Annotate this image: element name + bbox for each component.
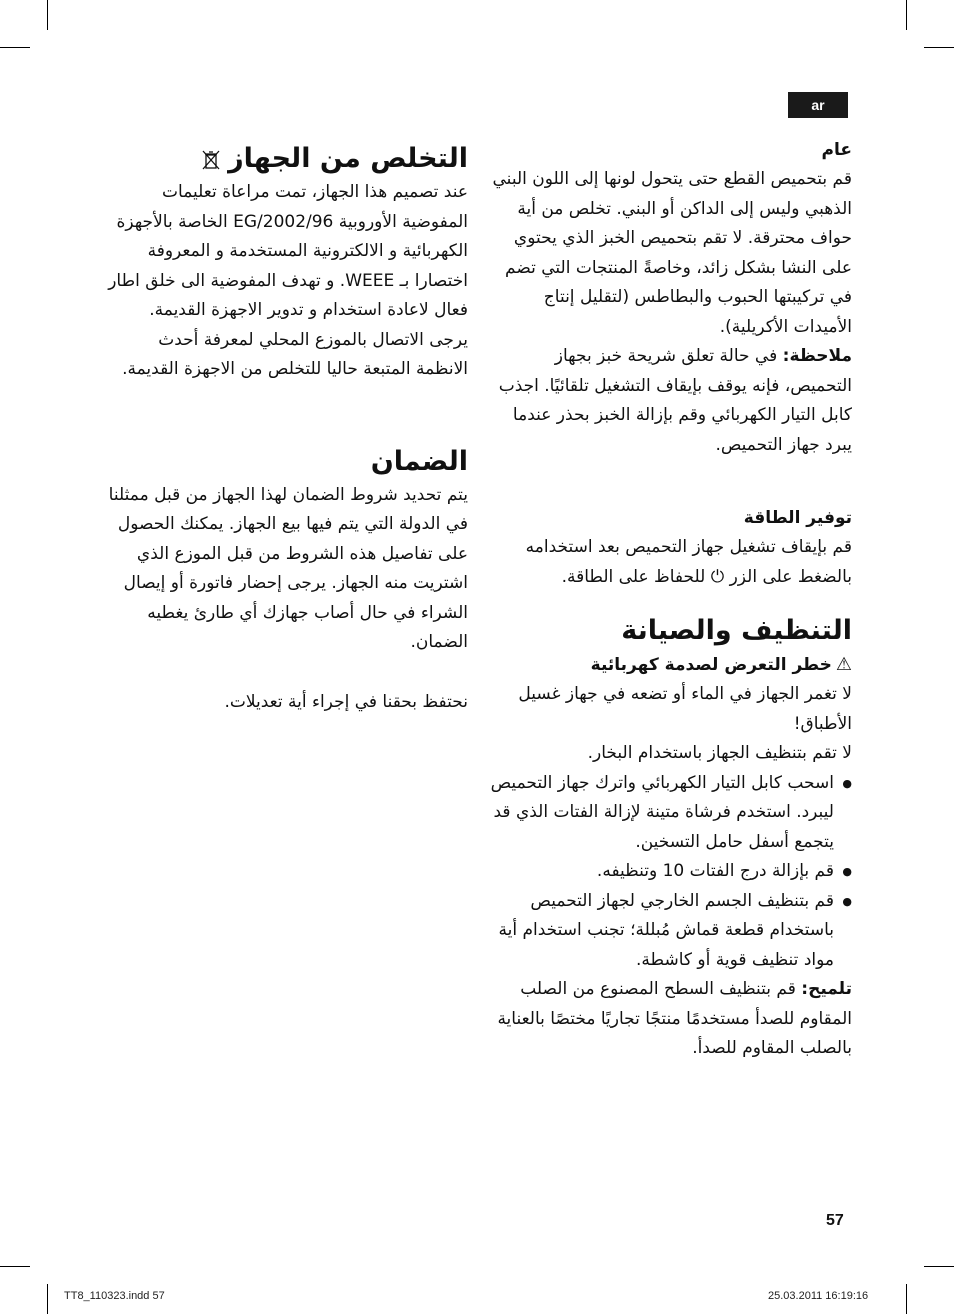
disposal-paragraph-1: عند تصميم هذا الجهاز، تمت مراعاة تعليمات المفوضية الأوروبية 2002/96/EG الخاصة بالأجهزة الكهربائية و الالكترونية المستخدمة و المعروفة اختصارا بـ WEEE. و تهدف المفوضية الى خلق اطار فعال لاعادة استخدام و تدوير الاجهزة القديمة. — [108, 182, 468, 320]
power-icon: ⏻ — [710, 566, 725, 587]
crop-mark-top-right-h — [924, 47, 954, 48]
crossed-bin-icon — [202, 150, 220, 170]
energy-heading: توفير الطاقة — [743, 508, 852, 528]
note-label: ملاحظة: — [782, 346, 852, 366]
left-column — [104, 140, 468, 717]
cleaning-heading: التنظيف والصيانة — [621, 615, 852, 646]
tip-label: تلميح: — [801, 979, 852, 999]
page-number: 57 — [826, 1212, 844, 1229]
warning-heading: خطر التعرض لصدمة كهربائية — [590, 655, 832, 675]
warning-text: لا تغمر الجهاز في الماء أو تضعه في جهاز غسيل الأطباق! — [518, 684, 852, 734]
disposal-heading: التخلص من الجهاز — [228, 143, 468, 174]
cleaning-step: ● قم بإزالة درج الفتات 10 وتنظيفه. — [486, 857, 852, 887]
note-text: في حالة تعلق شريحة خبز بجهاز التحميص، فإنه يوقف بإيقاف التشغيل تلقائيًا. اجذب كابل التيار الكهربائي وقم بإزالة الخبز بحذر عندما يبرد جهاز التحميص. — [498, 346, 852, 455]
no-steam-text: لا تقم بتنظيف الجهاز باستخدام البخار. — [587, 743, 852, 763]
crop-mark-bottom-right-h — [924, 1266, 954, 1267]
right-column — [486, 136, 852, 1064]
crop-mark-bottom-left-v — [47, 1284, 48, 1314]
disposal-paragraph-2: يرجى الاتصال بالموزع المحلي لمعرفة أحدث الانظمة المتبعة حاليا للتخلص من الاجهزة القديمة. — [122, 329, 468, 379]
footer-timestamp: 25.03.2011 16:19:16 — [768, 1290, 869, 1302]
warranty-paragraph-1: يتم تحديد شروط الضمان لهذا الجهاز من قبل ممثلنا في الدولة التي يتم فيها بيع الجهاز. يمكنك الحصول على تفاصيل هذه الشروط من قبل الموزع الذي اشتريت منه الجهاز. يرجى إحضار فاتورة أو إيصال الشراء في حال أصاب جهازك أي طارئ يغطيه الضمان. — [108, 484, 468, 652]
warranty-paragraph-2: نحتفظ بحقنا في إجراء أية تعديلات. — [224, 691, 468, 712]
general-heading: عام — [821, 140, 852, 160]
cleaning-step: ● اسحب كابل التيار الكهربائي واترك جهاز التحميص ليبرد. استخدم فرشاة متينة لإزالة الفتات الذي قد يتجمع أسفل حامل التسخين. — [486, 769, 852, 858]
cleaning-steps — [486, 769, 852, 976]
cleaning-step: ● قم بتنظيف الجسم الخارجي لجهاز التحميص باستخدام قطعة قماش مُبللة؛ تجنب استخدام أية مواد تنظيف قوية أو كاشطة. — [486, 887, 852, 976]
energy-text-after: للحفاظ على الطاقة. — [561, 566, 711, 587]
warning-heading-row — [486, 650, 852, 680]
general-note — [486, 342, 852, 460]
language-tag: ar — [788, 92, 848, 118]
footer-file: TT8_110323.indd 57 — [64, 1290, 165, 1302]
crop-mark-top-right-v — [906, 0, 907, 30]
warning-triangle-icon: ⚠ — [835, 654, 852, 675]
disposal-heading-row — [104, 140, 468, 178]
crop-mark-top-left-v — [47, 0, 48, 30]
energy-text-before: قم بإيقاف تشغيل جهاز التحميص بعد استخدامه بالضغط على الزر — [525, 537, 852, 587]
energy-paragraph — [486, 533, 852, 592]
general-paragraph: قم بتحميص القطع حتى يتحول لونها إلى اللون البني الذهبي وليس إلى الداكن أو البني. تخلص من أية حواف محترقة. لا تقم بتحميص الخبز الذي يحتوي على النشا بشكل زائد، وخاصةً المنتجات التي تضم في تركيبتها الحبوب والبطاطس (لتقليل إنتاج الأميدات الأكريلية). — [492, 169, 852, 337]
crop-mark-bottom-left-h — [0, 1266, 30, 1267]
crop-mark-top-left-h — [0, 47, 30, 48]
tip-paragraph — [486, 975, 852, 1064]
tip-text: قم بتنظيف السطح المصنوع من الصلب المقاوم للصدأ مستخدمًا منتجًا تجاريًا مختصًا بالعناية بالصلب المقاوم للصدأ. — [497, 979, 852, 1058]
warranty-heading: الضمان — [370, 445, 468, 477]
crop-mark-bottom-right-v — [906, 1284, 907, 1314]
